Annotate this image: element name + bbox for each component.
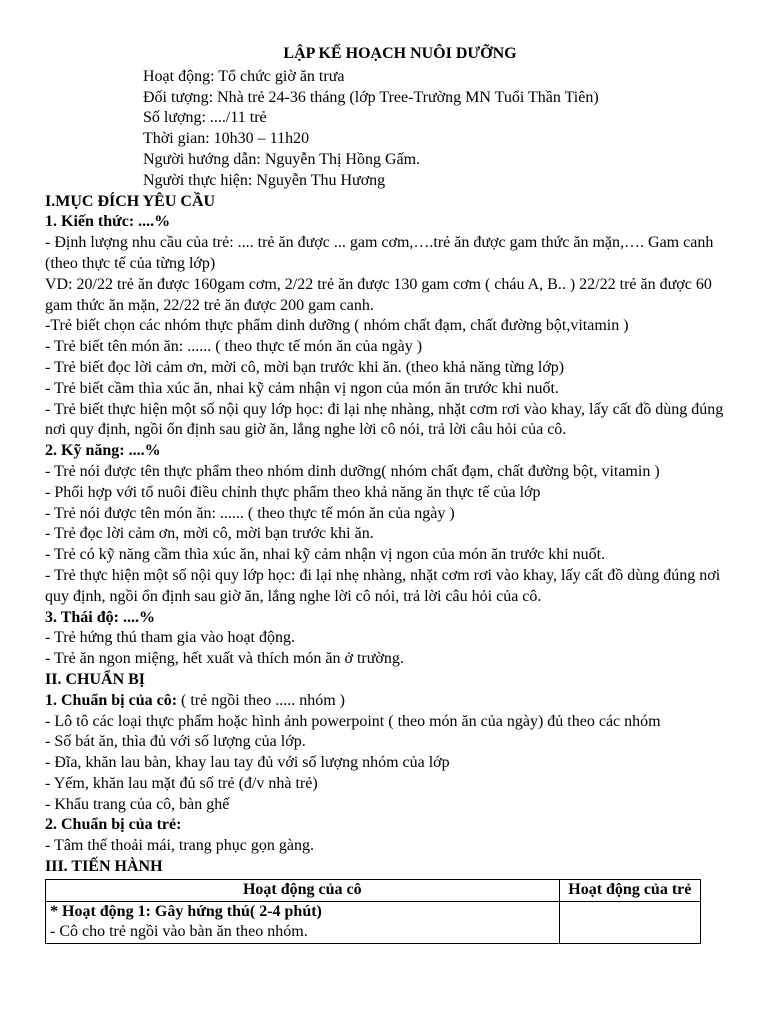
table-header-row [46, 879, 701, 901]
children-prep-line: - Tâm thế thoải mái, trang phục gọn gàng. [45, 837, 314, 855]
meta-block [45, 67, 725, 192]
activity-1-title: * Hoạt động 1: Gây hứng thú( 2-4 phút) [50, 902, 322, 920]
teacher-prep-line: - Yếm, khăn lau mặt đủ số trẻ (đ/v nhà trẻ) [45, 774, 318, 792]
children-prep-heading: 2. Chuẩn bị của trẻ: [45, 816, 182, 834]
document-title: LẬP KẾ HOẠCH NUÔI DƯỠNG [283, 45, 517, 62]
meta-performer: Người thực hiện: Nguyễn Thu Hương [143, 171, 386, 189]
skills-line: - Trẻ có kỹ năng cầm thìa xúc ăn, nhai kỹ cảm nhận vị ngon của món ăn trước khi nuốt. [45, 546, 606, 564]
children-activity-header: Hoạt động của trẻ [559, 879, 700, 901]
activity-table [45, 879, 701, 944]
skills-line: - Trẻ thực hiện một số nội quy lớp học: đi lại nhẹ nhàng, nhặt cơm rơi vào khay, lấy cất đồ dùng đúng nơi quy định, ngồi ổn định sau giờ ăn, lắng nghe lời cô nói, trả lời câu hỏi của cô. [45, 566, 721, 605]
teacher-prep-heading-row [45, 691, 725, 712]
teacher-prep-note: ( trẻ ngồi theo ..... nhóm ) [177, 691, 345, 709]
table-row [46, 901, 701, 944]
activity-1-line: - Cô cho trẻ ngồi vào bàn ăn theo nhóm. [50, 923, 308, 941]
meta-time: Thời gian: 10h30 – 11h20 [143, 130, 310, 148]
meta-activity: Hoạt động: Tổ chức giờ ăn trưa [143, 67, 345, 85]
knowledge-line: VD: 20/22 trẻ ăn được 160gam cơm, 2/22 trẻ ăn được 130 gam cơm ( cháu A, B.. ) 22/22 trẻ ăn được 60 gam thức ăn mặn, 22/22 trẻ ăn được 200 gam canh. [45, 275, 712, 314]
knowledge-line: - Trẻ biết tên món ăn: ...... ( theo thực tế món ăn của ngày ) [45, 338, 423, 356]
attitude-line: - Trẻ hứng thú tham gia vào hoạt động. [45, 629, 295, 647]
meta-target: Đối tượng: Nhà trẻ 24-36 tháng (lớp Tree-Trường MN Tuổi Thần Tiên) [143, 88, 599, 106]
teacher-prep-line: - Đĩa, khăn lau bàn, khay lau tay đủ với số lượng nhóm của lớp [45, 754, 450, 772]
knowledge-heading: 1. Kiến thức: ....% [45, 213, 171, 231]
skills-line: - Phối hợp với tổ nuôi điều chỉnh thực phẩm theo khả năng ăn thực tế của lớp [45, 483, 541, 501]
attitude-heading: 3. Thái độ: ....% [45, 608, 155, 626]
skills-line: - Trẻ nói được tên món ăn: ...... ( theo thực tế món ăn của ngày ) [45, 504, 455, 522]
section-1-heading: I.MỤC ĐÍCH YÊU CẦU [45, 192, 216, 210]
skills-heading: 2. Kỹ năng: ....% [45, 442, 161, 460]
attitude-line: - Trẻ ăn ngon miệng, hết xuất và thích món ăn ở trường. [45, 650, 404, 668]
activity-1-cell [46, 901, 560, 944]
skills-line: - Trẻ nói được tên thực phẩm theo nhóm dinh dưỡng( nhóm chất đạm, chất đường bột, vitamin ) [45, 462, 660, 480]
knowledge-line: - Định lượng nhu cầu của trẻ: .... trẻ ăn được ... gam cơm,….trẻ ăn được gam thức ăn mặn,…. Gam canh (theo thực tế của từng lớp) [45, 234, 714, 272]
teacher-prep-line: - Số bát ăn, thìa đủ với số lượng của lớp. [45, 733, 306, 751]
teacher-prep-line: - Lô tô các loại thực phẩm hoặc hình ảnh powerpoint ( theo món ăn của ngày) đủ theo các nhóm [45, 712, 661, 730]
teacher-activity-header: Hoạt động của cô [46, 879, 560, 901]
document-content [45, 44, 725, 944]
meta-supervisor: Người hướng dẫn: Nguyễn Thị Hồng Gấm. [143, 150, 421, 168]
knowledge-line: - Trẻ biết đọc lời cảm ơn, mời cô, mời bạn trước khi ăn. (theo khả năng từng lớp) [45, 358, 565, 376]
teacher-prep-heading: 1. Chuẩn bị của cô: [45, 691, 178, 709]
knowledge-line: -Trẻ biết chọn các nhóm thực phẩm dinh dưỡng ( nhóm chất đạm, chất đường bột,vitamin ) [45, 317, 629, 335]
knowledge-line: - Trẻ biết thực hiện một số nội quy lớp học: đi lại nhẹ nhàng, nhặt cơm rơi vào khay, lấy cất đồ dùng đúng nơi quy định, ngồi ổn định sau giờ ăn, lắng nghe lời cô nói, trả lời câu hỏi của cô. [45, 400, 724, 439]
meta-quantity: Số lượng: ..../11 trẻ [143, 109, 267, 127]
skills-line: - Trẻ đọc lời cảm ơn, mời cô, mời bạn trước khi ăn. [45, 525, 374, 543]
teacher-prep-line: - Khẩu trang của cô, bàn ghế [45, 795, 230, 813]
knowledge-line: - Trẻ biết cầm thìa xúc ăn, nhai kỹ cảm nhận vị ngon của món ăn trước khi nuốt. [45, 379, 559, 397]
activity-1-children-cell [559, 901, 700, 944]
section-2-heading: II. CHUẨN BỊ [45, 670, 146, 688]
section-3-heading: III. TIẾN HÀNH [45, 858, 163, 876]
